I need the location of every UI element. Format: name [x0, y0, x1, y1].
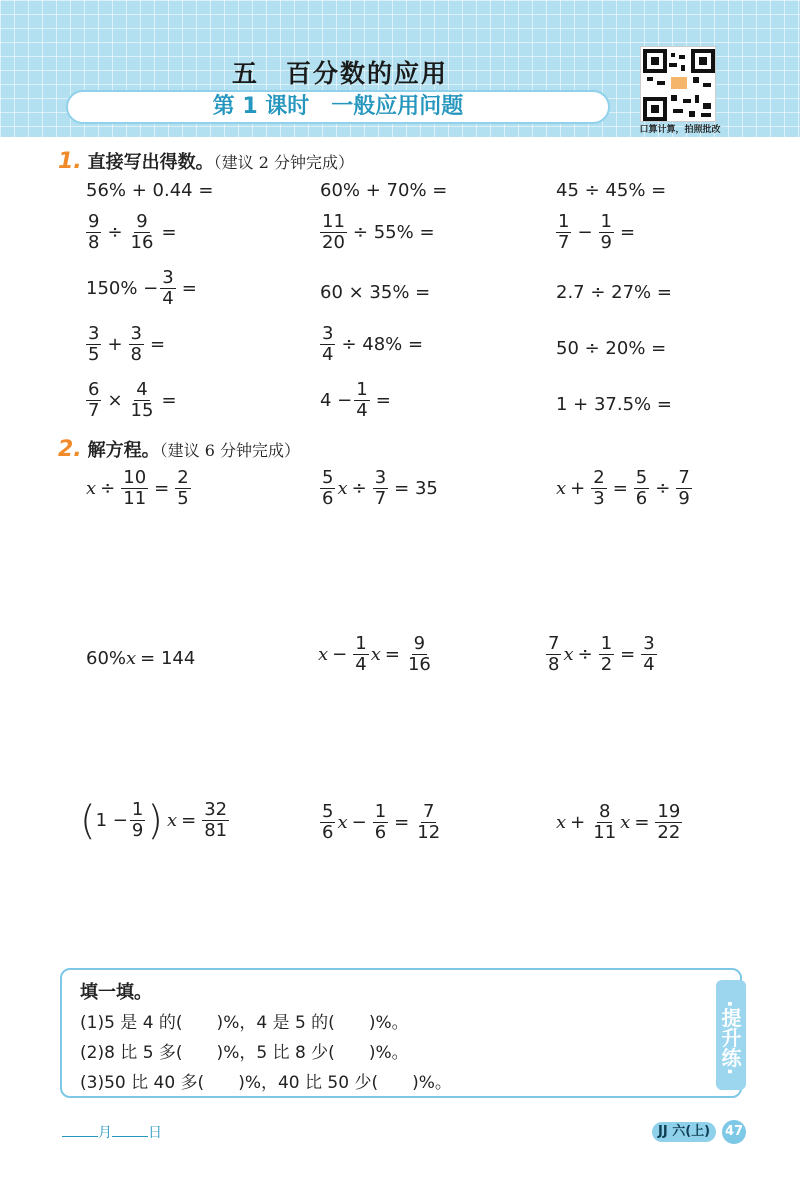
unit-title: 五 百分数的应用	[231, 59, 448, 88]
s1-r1c2: 60% + 70% =	[320, 180, 448, 201]
page-number: 47	[722, 1120, 746, 1144]
month-label: 月	[98, 1125, 112, 1141]
section-2-number: 2.	[58, 437, 82, 462]
s1-r3c3: 2.7 ÷ 27% =	[556, 282, 672, 303]
lesson-title: 第 1 课时 一般应用问题	[66, 90, 610, 124]
section-1-hint: （建议 2 分钟完成）	[213, 153, 355, 172]
fill-in-box	[60, 968, 742, 1098]
book-badge: JJ 六(上)	[652, 1122, 716, 1142]
s1-r4c2: $\frac{3}{4}$ ÷ 48% =	[322, 323, 424, 365]
s1-r2c1: $\frac{9}{8}$ ÷ $\frac{9}{16}$ =	[88, 211, 177, 253]
s1-r2c3: $\frac{1}{7}$ − $\frac{1}{9}$ =	[558, 211, 636, 253]
s1-r3c2: 60 × 35% =	[320, 282, 431, 303]
section-1-label: 直接写出得数。	[87, 152, 214, 173]
fill-title: 填一填。	[80, 982, 152, 1003]
s2-eq3: x + $\frac{2}{3}$ = $\frac{5}{6}$ ÷ $\frac{7}{9}$	[556, 467, 690, 509]
s1-r3c1: 150% − $\frac{3}{4}$ =	[86, 267, 197, 309]
s1-r5c3: 1 + 37.5% =	[556, 394, 672, 415]
fill-line-1: (1)5 是 4 的( )%，4 是 5 的( )%。	[80, 1013, 409, 1033]
s1-r1c1: 56% + 0.44 =	[86, 180, 214, 201]
s2-eq9: x + $\frac{8}{11}$ x = $\frac{19}{22}$	[556, 801, 681, 843]
s2-eq8: $\frac{5}{6}$ x − $\frac{1}{6}$ = $\frac{7}{12}$	[322, 801, 441, 843]
s1-r4c1: $\frac{3}{5}$ + $\frac{3}{8}$ =	[88, 323, 166, 365]
s2-eq6: $\frac{7}{8}$ x ÷ $\frac{1}{2}$ = $\frac{3}{4}$	[548, 633, 655, 675]
qr-caption: 口算计算，拍照批改	[639, 125, 721, 135]
section-1-number: 1.	[58, 149, 82, 174]
qr-code-icon[interactable]	[640, 46, 716, 122]
fill-line-2: (2)8 比 5 多( )%，5 比 8 少( )%。	[80, 1043, 409, 1063]
date-line	[62, 1122, 162, 1142]
s1-r1c3: 45 ÷ 45% =	[556, 180, 667, 201]
s2-eq2: $\frac{5}{6}$ x ÷ $\frac{3}{7}$ = 35	[322, 467, 438, 509]
side-tab: ·提升练·	[716, 980, 746, 1090]
page-header	[0, 0, 800, 137]
day-label: 日	[148, 1125, 162, 1141]
s1-r4c3: 50 ÷ 20% =	[556, 338, 667, 359]
s1-r5c2: 4 − $\frac{1}{4}$ =	[320, 379, 391, 421]
s1-r2c2: $\frac{11}{20}$ ÷ 55% =	[322, 211, 435, 253]
s2-eq1: x ÷ $\frac{10}{11}$ = $\frac{2}{5}$	[86, 467, 189, 509]
s2-eq5: x − $\frac{1}{4}$ x = $\frac{9}{16}$	[318, 633, 431, 675]
section-2-hint: （建议 6 分钟完成）	[159, 441, 301, 460]
section-2-label: 解方程。	[87, 440, 160, 461]
s2-eq4: 60% x = 144	[86, 648, 196, 669]
s2-eq7: ( 1 − $\frac{1}{9}$ ) x = $\frac{32}{81}$	[80, 797, 228, 844]
fill-line-3: (3)50 比 40 多( )%，40 比 50 少( )%。	[80, 1073, 452, 1093]
section-2-title	[58, 436, 300, 462]
s1-r5c1: $\frac{6}{7}$ × $\frac{4}{15}$ =	[88, 379, 177, 421]
section-1-title	[58, 148, 354, 174]
